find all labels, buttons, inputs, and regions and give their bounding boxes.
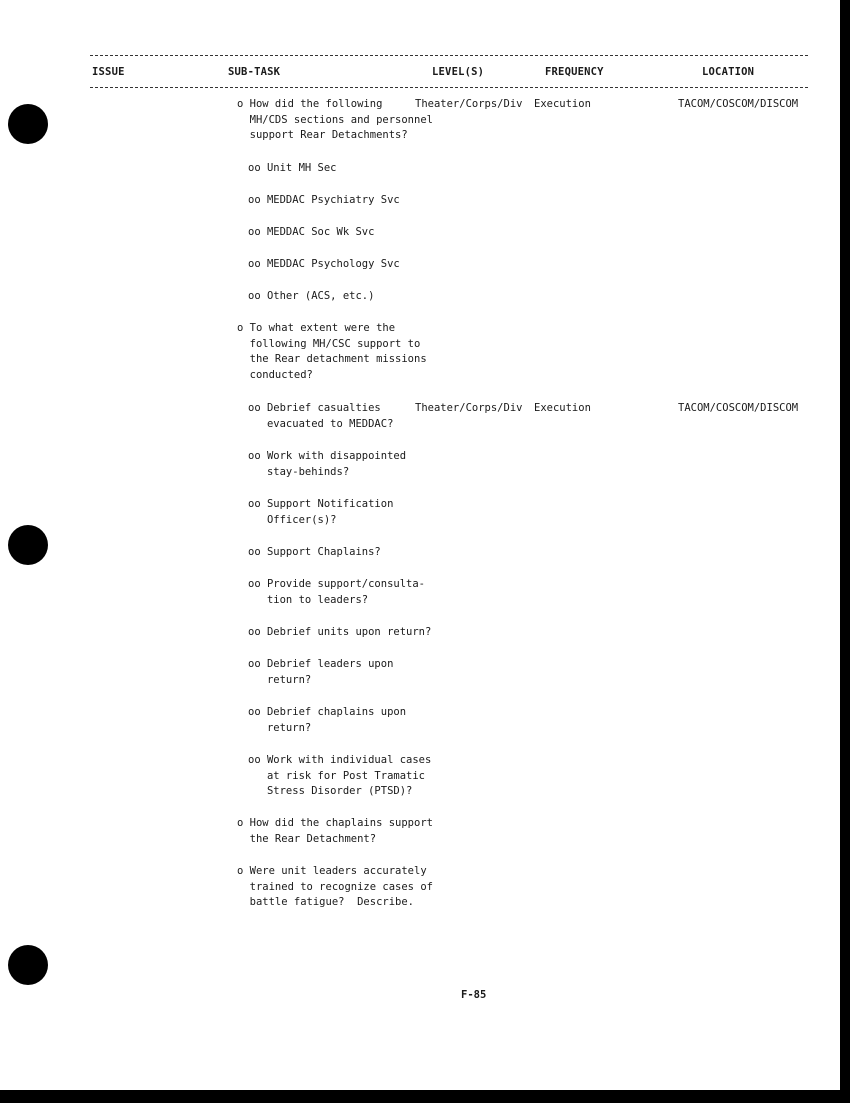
frequency-text: Execution xyxy=(534,402,591,414)
level-text: Theater/Corps/Div xyxy=(415,98,523,110)
scan-edge-right xyxy=(840,0,850,1103)
header-bottom-rule xyxy=(90,87,808,88)
subtask-item: oo MEDDAC Psychology Svc xyxy=(248,258,400,270)
subtask-item: oo Support Chaplains? xyxy=(248,546,381,558)
level-text: Theater/Corps/Div xyxy=(415,402,523,414)
subtask-item: oo Work with disappointed stay-behinds? xyxy=(248,450,407,478)
subtask-item: oo Debrief chaplains upon return? xyxy=(248,706,407,734)
subtask-text: o How did the following MH/CDS sections and personnel support Rear Detachments? xyxy=(237,98,433,141)
subtask-item: oo Work with individual cases at risk for Post Tramatic Stress Disorder (PTSD)? xyxy=(248,754,432,797)
column-header-location: LOCATION xyxy=(702,66,755,78)
binder-hole xyxy=(8,104,48,144)
column-header-issue: ISSUE xyxy=(92,66,125,78)
subtask-item: oo Debrief units upon return? xyxy=(248,626,432,638)
subtask-item: oo Debrief leaders upon return? xyxy=(248,658,394,686)
location-text: TACOM/COSCOM/DISCOM xyxy=(678,402,799,414)
scan-edge-bottom xyxy=(0,1090,850,1103)
subtask-text: o Were unit leaders accurately trained to recognize cases of battle fatigue? Describe. xyxy=(237,865,433,908)
binder-hole xyxy=(8,945,48,985)
subtask-text: o How did the chaplains support the Rear Detachment? xyxy=(237,817,433,845)
subtask-item: oo Unit MH Sec xyxy=(248,162,337,174)
subtask-item: oo Other (ACS, etc.) xyxy=(248,290,375,302)
subtask-item: oo Debrief casualties evacuated to MEDDAC? xyxy=(248,402,394,430)
subtask-item: oo Support Notification Officer(s)? xyxy=(248,498,394,526)
binder-hole xyxy=(8,525,48,565)
location-text: TACOM/COSCOM/DISCOM xyxy=(678,98,799,110)
subtask-item: oo MEDDAC Soc Wk Svc xyxy=(248,226,375,238)
subtask-item: oo MEDDAC Psychiatry Svc xyxy=(248,194,400,206)
page-number: F-85 xyxy=(461,989,487,1001)
column-header-levels: LEVEL(S) xyxy=(432,66,485,78)
column-header-subtask: SUB-TASK xyxy=(228,66,281,78)
column-header-frequency: FREQUENCY xyxy=(545,66,604,78)
frequency-text: Execution xyxy=(534,98,591,110)
subtask-text: o To what extent were the following MH/CSC support to the Rear detachment missions conducted? xyxy=(237,322,427,381)
subtask-item: oo Provide support/consulta- tion to leaders? xyxy=(248,578,426,606)
header-top-rule xyxy=(90,55,808,56)
